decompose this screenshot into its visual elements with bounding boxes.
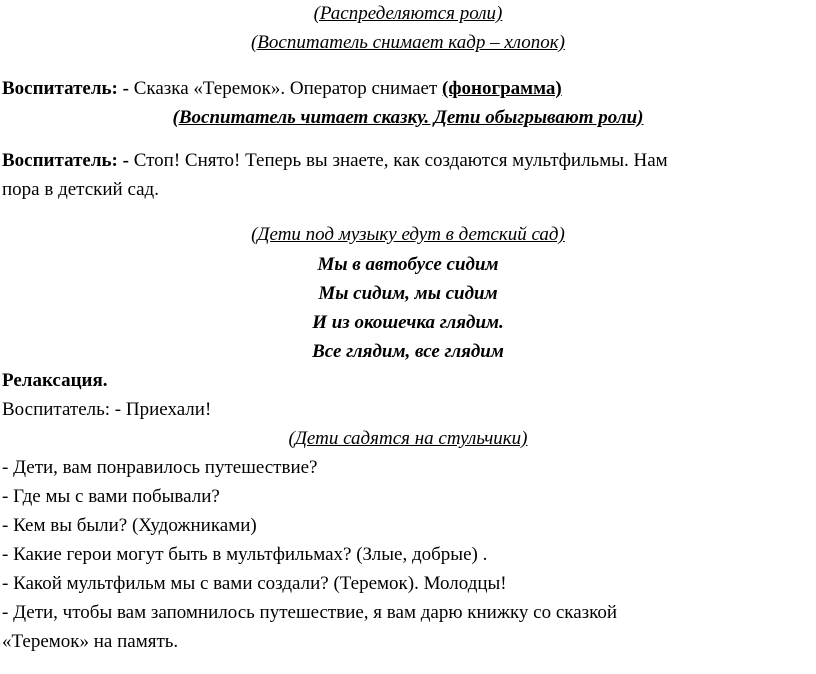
question-line: «Теремок» на память. [2, 631, 179, 652]
section-heading-relaxation: Релаксация. [2, 370, 108, 391]
question-line: - Какой мультфильм мы с вами создали? (Теремок). Молодцы! [2, 573, 507, 594]
stage-direction-roles: (Распределяются роли) [313, 3, 503, 24]
question-line: - Какие герои могут быть в мультфильмах? (Злые, добрые) . [2, 544, 488, 565]
question-line: - Где мы с вами побывали? [2, 486, 220, 507]
poem-line: Все глядим, все глядим [312, 341, 504, 362]
speaker-label: Воспитатель: - [2, 78, 134, 99]
question-line: - Кем вы были? (Художниками) [2, 515, 257, 536]
question-line: - Дети, вам понравилось путешествие? [2, 457, 318, 478]
teacher-line-2 [2, 149, 814, 173]
speaker-label: Воспитатель: - [2, 150, 134, 171]
teacher-line-2-cont: пора в детский сад. [2, 179, 159, 200]
poem-line: Мы в автобусе сидим [317, 254, 499, 275]
stage-direction-chairs: (Дети садятся на стульчики) [288, 428, 528, 449]
stage-direction-bus: (Дети под музыку едут в детский сад) [251, 224, 565, 245]
stage-direction-clap: (Воспитатель снимает кадр – хлопок) [250, 32, 565, 53]
teacher-line-arrived: Воспитатель: - Приехали! [2, 399, 212, 420]
speech-text: Стоп! Снято! Теперь вы знаете, как создаются мультфильмы. Нам [133, 150, 668, 171]
soundtrack-note: (фонограмма) [442, 78, 562, 99]
poem-line: И из окошечка глядим. [312, 312, 504, 333]
speech-text: Сказка «Теремок». Оператор снимает [133, 78, 443, 99]
poem-line: Мы сидим, мы сидим [318, 283, 498, 304]
teacher-line-1 [2, 77, 814, 101]
stage-direction-reading: (Воспитатель читает сказку. Дети обыгрывают роли) [172, 107, 644, 128]
question-line: - Дети, чтобы вам запомнилось путешествие, я вам дарю книжку со сказкой [2, 602, 618, 623]
